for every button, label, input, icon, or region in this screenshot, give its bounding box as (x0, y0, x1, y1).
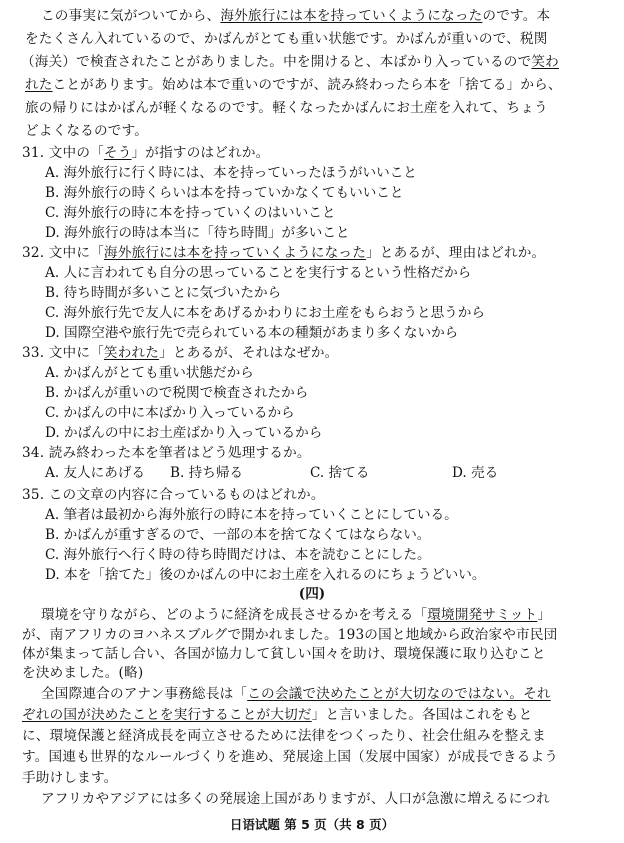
q33-option-b[interactable]: B. かばんが重いので税関で検査されたから (45, 385, 309, 401)
passage-line-2 (25, 29, 548, 49)
q31-option-a[interactable]: A. 海外旅行に行く時には、本を持っていったほうがいいこと (45, 165, 417, 181)
s4-line-4 (22, 663, 143, 683)
text: どよくなるのです。 (25, 123, 149, 139)
section-heading: (四) (298, 586, 326, 602)
underlined-text: 海外旅行には本を持っていくようになった (103, 245, 367, 261)
text: アフリカやアジアには多くの発展途上国がありますが、人口が急激に増えるにつれ (41, 791, 550, 807)
passage-line-4 (25, 75, 562, 95)
text: をたくさん入れているので、かばんがとても重い状態です。かばんが重いので、税関 (25, 31, 548, 47)
q32-option-c[interactable]: C. 海外旅行先で友人に本をあげるかわりにお土産をもらおうと思うから (45, 305, 485, 321)
text: 34. 読み終わった本を筆者はどう処理するか。 (22, 445, 311, 461)
s4-line-3 (22, 644, 546, 664)
text: 」と言いました。各国はこれをもと (311, 707, 533, 723)
question-33 (22, 343, 338, 363)
question-31 (22, 143, 269, 163)
s4-line-7 (22, 726, 546, 746)
text: ことがあります。始めは本で重いのですが、読み終わったら本を「捨てる」から、 (52, 77, 562, 93)
page-footer: 日语试题 第 5 页（共 8 页） (229, 817, 395, 832)
text: を決めました。(略) (22, 665, 144, 681)
q34-option-a[interactable]: A. 友人にあげる (45, 465, 146, 481)
underlined-text: ぞれの国が決めたことを実行することが大切だ (22, 707, 312, 723)
underlined-text: この会議で決めたことが大切なのではない。それ (247, 686, 551, 702)
q32-option-b[interactable]: B. 待ち時間が多いことに気づいたから (45, 285, 282, 301)
text: 体が集まって話し合い、各国が協力して貧しい国々を助け、環境保護に取り込むこと (22, 646, 546, 662)
q35-option-d[interactable]: D. 本を「捨てた」後のかばんの中にお土産を入れるのにちょうどいい。 (45, 567, 486, 583)
passage-line-3 (21, 52, 559, 72)
text: 」 (537, 607, 552, 623)
q35-option-b[interactable]: B. かばんが重すぎるので、一部の本を捨てなくてはならない。 (45, 527, 431, 543)
s4-line-1 (41, 605, 551, 625)
underlined-text: 海外旅行には本を持っていくようになった (220, 8, 483, 24)
q32-option-a[interactable]: A. 人に言われても自分の思っていることを実行するという性格だから (45, 265, 472, 281)
passage-line-1 (41, 6, 550, 26)
text: 」とあるが、理由はどれか。 (366, 245, 546, 261)
passage-line-5 (25, 98, 548, 118)
text: に、環境保護と経済成長を両立させるために法律をつくったり、社会仕組みを整えま (22, 728, 546, 744)
q31-option-c[interactable]: C. 海外旅行の時に本を持っていくのはいいこと (45, 205, 336, 221)
passage-line-6 (25, 121, 148, 141)
q34-option-b[interactable]: B. 持ち帰る (170, 465, 244, 481)
text: 33. 文中に「 (22, 345, 104, 361)
text: 手助けします。 (22, 770, 118, 786)
q35-option-c[interactable]: C. 海外旅行へ行く時の待ち時間だけは、本を読むことにした。 (45, 547, 431, 563)
q35-option-a[interactable]: A. 筆者は最初から海外旅行の時に本を持っていくことにしている。 (45, 507, 458, 523)
q34-option-d[interactable]: D. 売る (452, 465, 499, 481)
underlined-text: 笑われた (103, 345, 160, 361)
text: 」が指すのはどれか。 (131, 145, 270, 161)
q33-option-d[interactable]: D. かばんの中にお土産ばかり入っているから (45, 425, 323, 441)
s4-line-5 (41, 684, 551, 704)
text: が、南アフリカのヨハネスブルグで開かれました。193の国と地域から政治家や市民団 (22, 627, 558, 643)
underlined-text: 環境開発サミット (427, 607, 538, 623)
question-34 (22, 443, 311, 463)
text: 環境を守りながら、どのように経済を成長させるかを考える「 (41, 607, 428, 623)
text: す。国連も世界的なルールづくりを進め、発展途上国（发展中国家）が成長できるよう (22, 749, 559, 765)
s4-line-9 (22, 768, 117, 788)
question-32 (22, 243, 545, 263)
s4-line-10 (41, 789, 550, 809)
underlined-text: れた (25, 77, 53, 93)
text: 32. 文中に「 (22, 245, 104, 261)
q31-option-d[interactable]: D. 海外旅行の時は本当に「待ち時間」が多いこと (45, 225, 350, 241)
q32-option-d[interactable]: D. 国際空港や旅行先で売られている本の種類があまり多くないから (45, 325, 459, 341)
q31-option-b[interactable]: B. 海外旅行の時くらいは本を持っていかなくてもいいこと (45, 185, 404, 201)
text: 旅の帰りにはかばんが軽くなるのです。軽くなったかばんにお土産を入れて、ちょう (25, 100, 548, 116)
q34-option-c[interactable]: C. 捨てる (310, 465, 370, 481)
underlined-text: 笑わ (531, 54, 559, 70)
text: のです。本 (482, 8, 551, 24)
q33-option-c[interactable]: C. かばんの中に本ばかり入っているから (45, 405, 295, 421)
text: 」とあるが、それはなぜか。 (159, 345, 339, 361)
underlined-text: そう (103, 145, 132, 161)
s4-line-2 (22, 625, 557, 645)
text: 35. この文章の内容に合っているものはどれか。 (22, 487, 325, 503)
q33-option-a[interactable]: A. かばんがとても重い状態だから (45, 365, 254, 381)
text: 31. 文中の「 (22, 145, 104, 161)
s4-line-8 (22, 747, 558, 767)
text: （海关）で検査されたことがありました。中を開けると、本ばかり入っているので (21, 54, 532, 70)
s4-line-6 (22, 705, 532, 725)
text: この事実に気がついてから、 (41, 8, 221, 24)
text: 全国際連合のアナン事務総長は「 (41, 686, 248, 702)
question-35 (22, 485, 325, 505)
